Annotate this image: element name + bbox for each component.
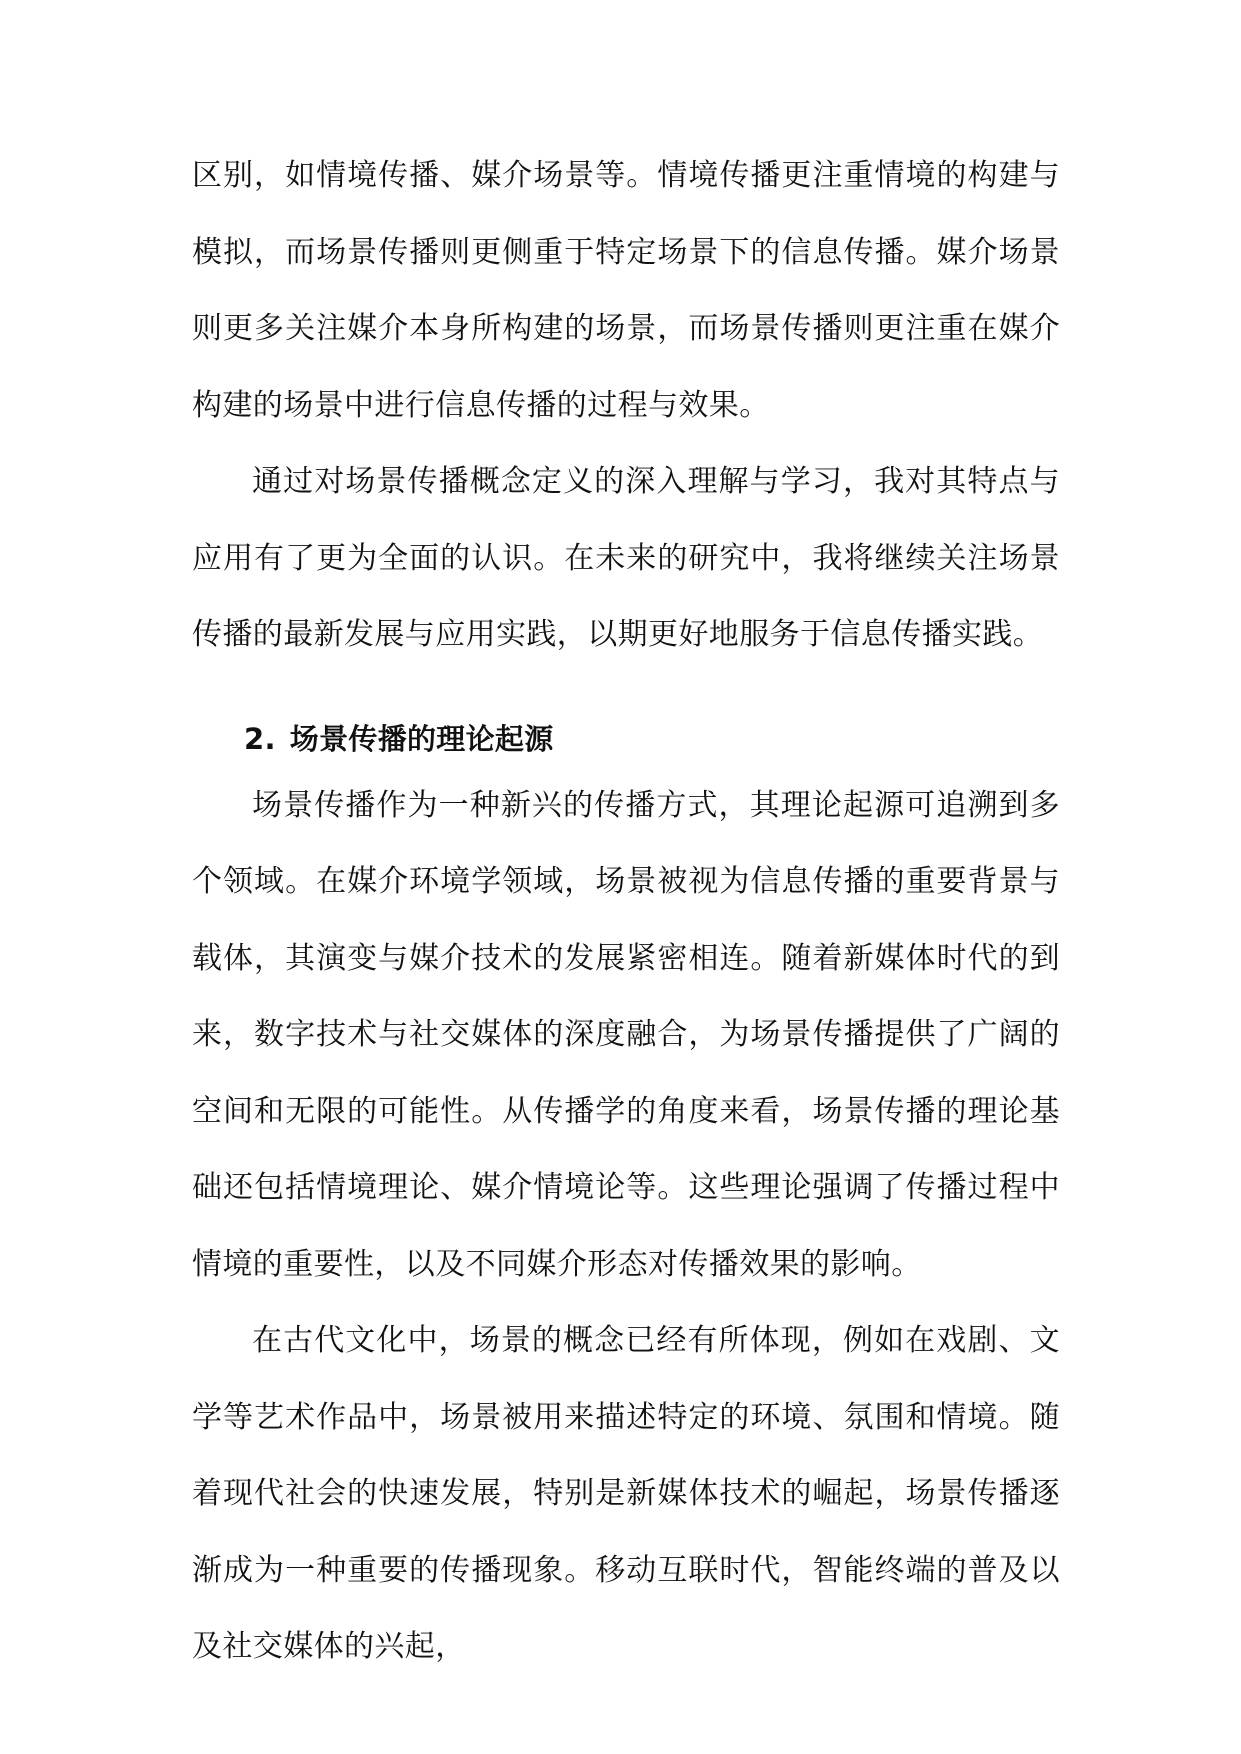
paragraph: 在古代文化中，场景的概念已经有所体现，例如在戏剧、文学等艺术作品中，场景被用来描述特定的环境、氛围和情境。随着现代社会的快速发展，特别是新媒体技术的崛起，场景传播逐渐成为一种重要的传播现象。移动互联时代，智能终端的普及以及社交媒体的兴起，	[192, 1323, 1060, 1664]
text-column	[192, 138, 1060, 1686]
paragraph: 场景传播作为一种新兴的传播方式，其理论起源可追溯到多个领域。在媒介环境学领域，场景被视为信息传播的重要背景与载体，其演变与媒介技术的发展紧密相连。随着新媒体时代的到来，数字技术与社交媒体的深度融合，为场景传播提供了广阔的空间和无限的可能性。从传播学的角度来看，场景传播的理论基础还包括情境理论、媒介情境论等。这些理论强调了传播过程中情境的重要性，以及不同媒介形态对传播效果的影响。	[192, 787, 1060, 1282]
paragraph: 通过对场景传播概念定义的深入理解与学习，我对其特点与应用有了更为全面的认识。在未来的研究中，我将继续关注场景传播的最新发展与应用实践，以期更好地服务于信息传播实践。	[192, 464, 1060, 652]
section-number: 2.	[244, 721, 276, 756]
paragraph-continued: 区别，如情境传播、媒介场景等。情境传播更注重情境的构建与模拟，而场景传播则更侧重于特定场景下的信息传播。媒介场景则更多关注媒介本身所构建的场景，而场景传播则更注重在媒介构建的场景中进行信息传播的过程与效果。	[192, 158, 1060, 423]
spacer	[192, 674, 1060, 710]
section-heading	[192, 710, 1060, 768]
section-title: 场景传播的理论起源	[289, 721, 554, 756]
